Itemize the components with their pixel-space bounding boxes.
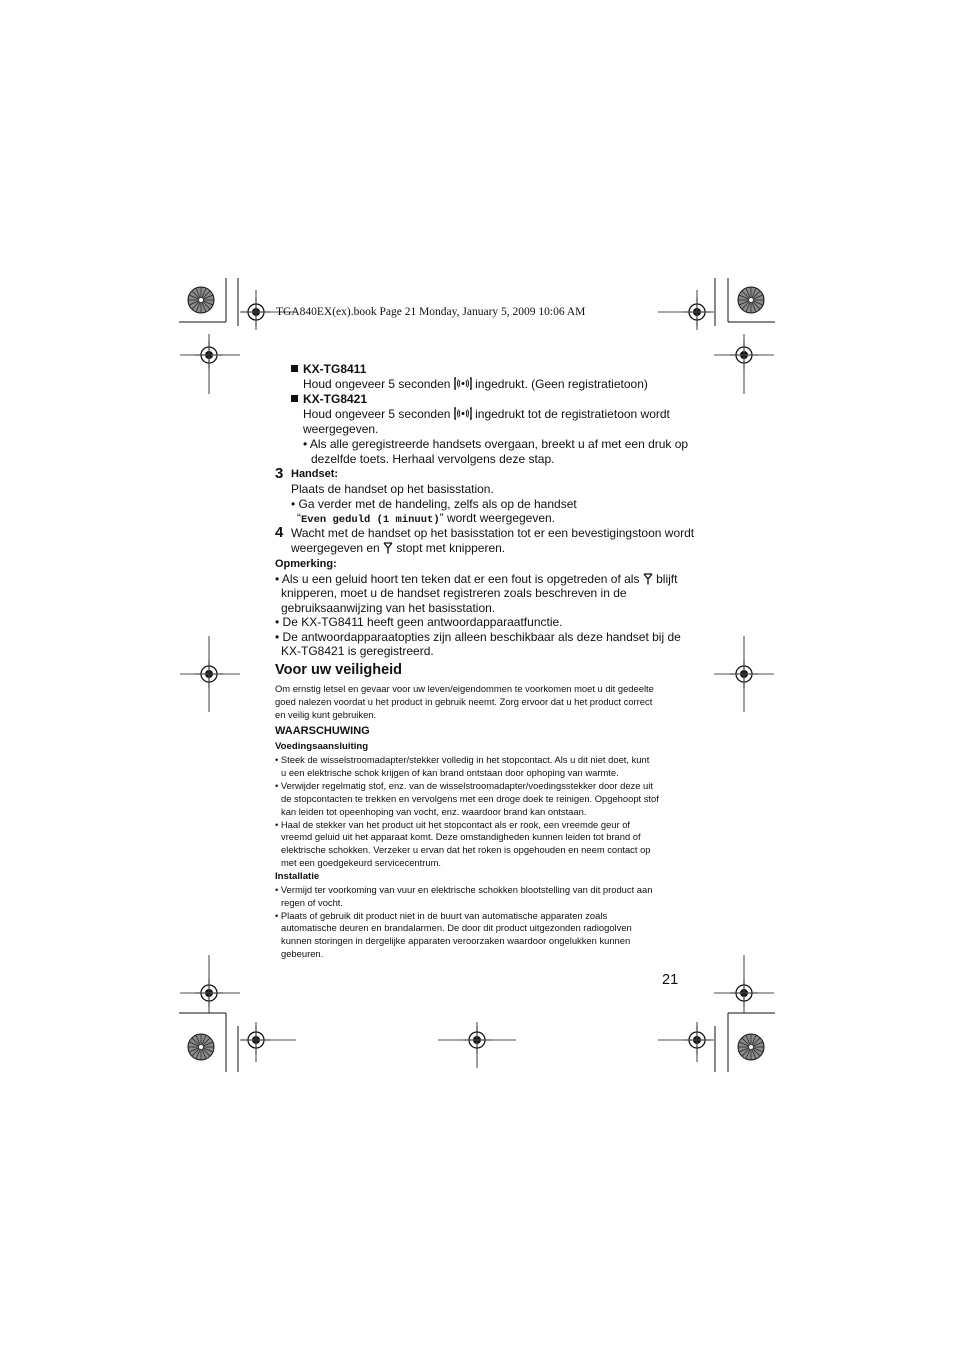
power-bullet-1-line-2: u een elektrische schok krijgen of kan brand ontstaan door ophoping van warmte. <box>281 767 619 778</box>
step-3-text: Plaats de handset op het basisstation. <box>291 482 494 496</box>
note-title: Opmerking: <box>275 558 337 570</box>
kx8421-text-a: Houd ongeveer 5 seconden <box>303 407 454 421</box>
kx8411-text-a: Houd ongeveer 5 seconden <box>303 377 454 391</box>
note-bullet-1-b: blijft <box>652 572 678 586</box>
note-bullet-3-line-2: KX-TG8421 is geregistreerd. <box>281 644 434 658</box>
kx8411-title-row <box>291 362 366 377</box>
step-4-line-2-a: weergegeven en <box>291 541 384 555</box>
step-3-title: Handset: <box>291 468 339 480</box>
power-bullet-3-line-3: elektrische schokken. Verzeker u ervan dat het roken is opgehouden en neem contact op <box>281 844 651 855</box>
step-3-bullet-line-1: • Ga verder met de handeling, zelfs als op de handset <box>291 497 577 511</box>
antenna-icon <box>643 573 653 589</box>
power-bullet-3-line-4: met een goedgekeurd servicecentrum. <box>281 857 441 868</box>
step-3-number: 3 <box>275 465 284 482</box>
antenna-icon <box>383 542 393 558</box>
power-subheading: Voedingsaansluiting <box>275 741 369 752</box>
install-bullet-2-line-1: • Plaats of gebruik dit product niet in de buurt van automatische apparaten zoals <box>275 910 608 921</box>
warning-heading: WAARSCHUWING <box>275 725 370 737</box>
kx8411-title: KX-TG8411 <box>303 362 367 376</box>
install-bullet-2-line-4: gebeuren. <box>281 948 324 959</box>
install-bullet-1-line-2: regen of vocht. <box>281 897 344 908</box>
install-subheading: Installatie <box>275 871 320 882</box>
step-4-line-1: Wacht met de handset op het basisstation tot er een bevestigingstoon wordt <box>291 526 695 540</box>
step-4-line-2 <box>291 541 505 558</box>
note-bullet-1-a: • Als u een geluid hoort ten teken dat er een fout is opgetreden of als <box>275 572 643 586</box>
safety-heading: Voor uw veiligheid <box>275 662 403 678</box>
install-bullet-1-line-1: • Vermijd ter voorkoming van vuur en elektrische schokken blootstelling van dit product aan <box>275 884 653 895</box>
locator-button-icon <box>454 407 472 424</box>
kx8421-title-row <box>291 392 367 407</box>
kx8421-text-c: weergegeven. <box>303 422 379 436</box>
locator-button-icon <box>454 377 472 394</box>
power-bullet-1-line-1: • Steek de wisselstroomadapter/stekker volledig in het stopcontact. Als u dit niet doet, kunt <box>275 754 650 765</box>
safety-intro-line-1: Om ernstig letsel en gevaar voor uw leven/eigendommen te voorkomen moet u dit gedeelte <box>275 683 654 694</box>
kx8411-text-b: ingedrukt. (Geen registratietoon) <box>471 377 648 391</box>
note-bullet-1-line-2: knipperen, moet u de handset registreren zoals beschreven in de <box>281 586 627 600</box>
note-bullet-3-line-1: • De antwoordapparaatopties zijn alleen beschikbaar als deze handset bij de <box>275 630 681 644</box>
safety-intro-line-2: goed nalezen voordat u het product in gebruik neemt. Zorg ervoor dat u het product correct <box>275 696 653 707</box>
power-bullet-2-line-1: • Verwijder regelmatig stof, enz. van de wisselstroomadapter/voedingsstekker door deze uit <box>275 780 653 791</box>
power-bullet-3-line-1: • Haal de stekker van het product uit het stopcontact als er rook, een vreemde geur of <box>275 819 631 830</box>
kx8421-title: KX-TG8421 <box>303 392 368 406</box>
power-bullet-2-line-2: de stopcontacten te trekken en vervolgens met een droge doek te reinigen. Opgehoopt stof <box>281 793 659 804</box>
power-bullet-2-line-3: kan leiden tot opeenhoping van vocht, enz. waardoor brand kan ontstaan. <box>281 806 587 817</box>
step-4-number: 4 <box>275 524 284 541</box>
step-4-line-2-b: stopt met knipperen. <box>393 541 506 555</box>
note-bullet-1-line-3: gebruiksaanwijzing van het basisstation. <box>281 601 496 615</box>
kx8421-bullet-line-1: • Als alle geregistreerde handsets overgaan, breekt u af met een druk op <box>303 437 689 451</box>
kx8421-text-b: ingedrukt tot de registratietoon wordt <box>471 407 670 421</box>
square-bullet-icon <box>291 365 298 372</box>
display-message: Even geduld (1 minuut) <box>301 514 440 526</box>
safety-intro-line-3: en veilig kunt gebruiken. <box>275 709 377 720</box>
kx8421-bullet-line-2: dezelfde toets. Herhaal vervolgens deze stap. <box>311 452 555 466</box>
note-bullet-2: • De KX-TG8411 heeft geen antwoordapparaatfunctie. <box>275 615 563 629</box>
install-bullet-2-line-2: automatische deuren en brandalarmen. De door dit product uitgezonden radiogolven <box>281 922 632 933</box>
install-bullet-2-line-3: kunnen storingen in dergelijke apparaten veroorzaken waardoor ongelukken kunnen <box>281 935 631 946</box>
quote-open: “ <box>297 511 301 525</box>
square-bullet-icon <box>291 395 298 402</box>
quote-close: ” wordt weergegeven. <box>439 511 556 525</box>
page-number: 21 <box>662 972 679 988</box>
print-header: TGA840EX(ex).book Page 21 Monday, January 5, 2009 10:06 AM <box>276 306 586 318</box>
power-bullet-3-line-2: vreemd geluid uit het apparaat komt. Deze omstandigheden kunnen leiden tot brand of <box>281 831 641 842</box>
